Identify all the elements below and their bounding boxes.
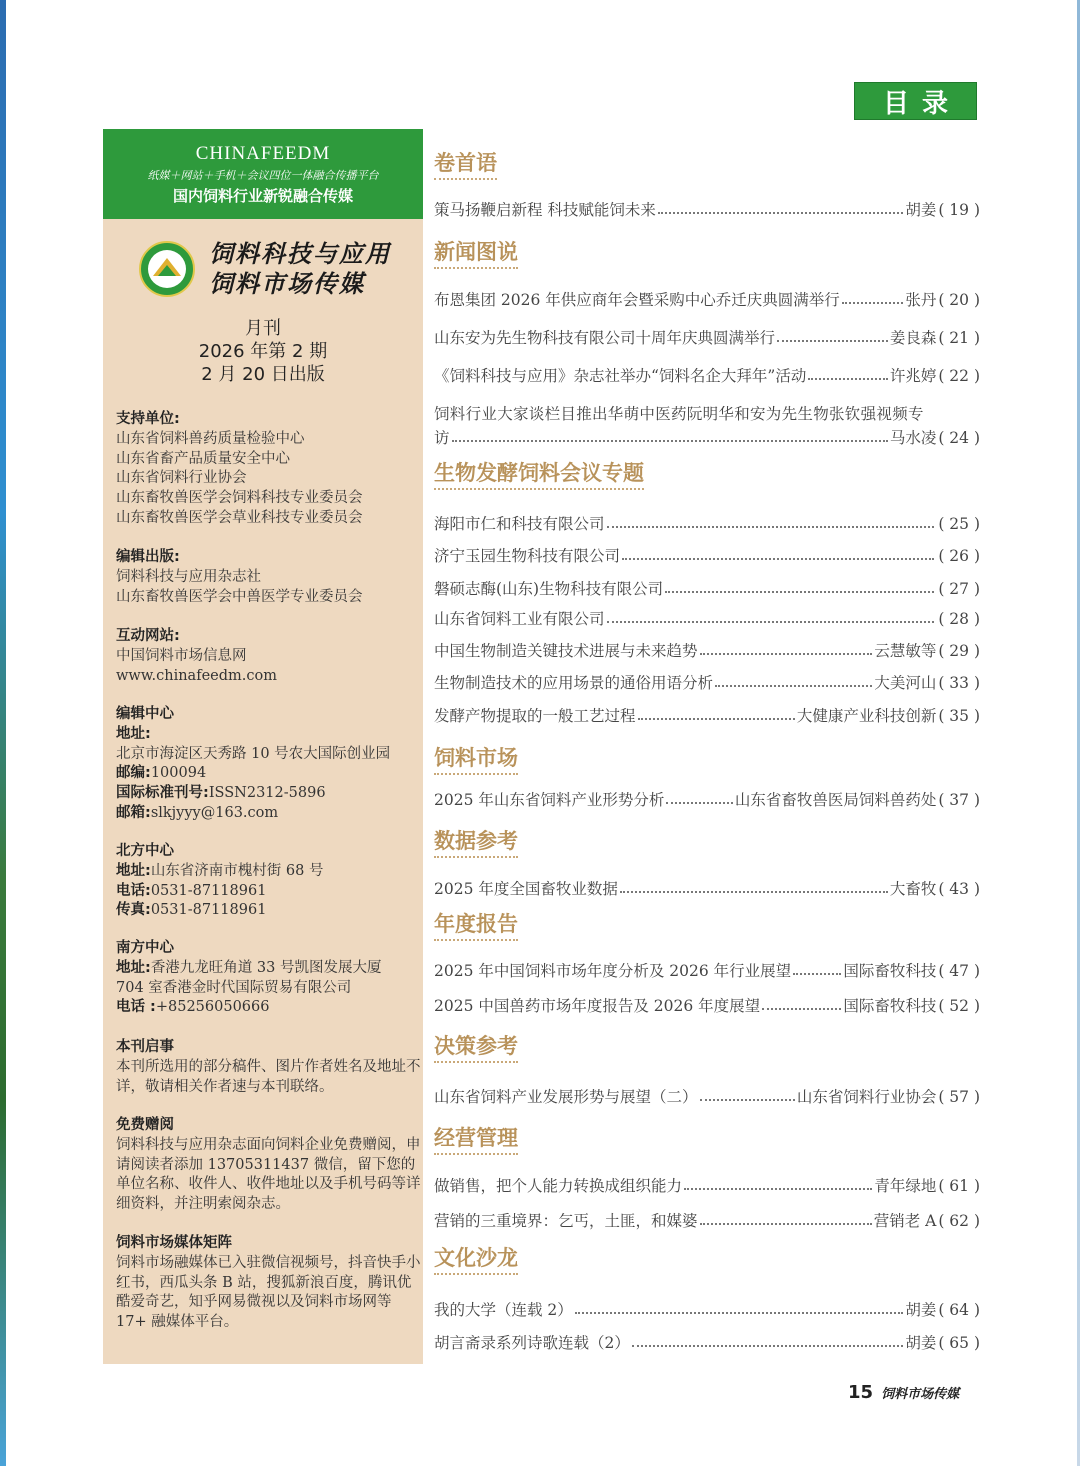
toc-section: [434, 745, 518, 775]
toc-section: [434, 1245, 518, 1275]
editorial-center: [116, 705, 421, 824]
center-label: 编辑中心: [116, 706, 174, 722]
leader-dots: [793, 973, 841, 975]
leader-dots: [700, 1223, 872, 1225]
entry-author: 大畜牧: [889, 880, 937, 898]
entry-title: 我的大学（连载 2）: [434, 1301, 573, 1319]
interactive-website: [116, 627, 421, 686]
leader-dots: [632, 1345, 903, 1347]
entry-page: ( 25 ): [938, 515, 980, 533]
entry-page: ( 62 ): [938, 1212, 980, 1230]
section-title: 卷首语: [434, 150, 497, 180]
north-addr-label: 地址:: [116, 862, 151, 879]
free-text: 饲料科技与应用杂志面向饲料企业免费赠阅，申请阅读者添加 13705311437 微信，留下您的单位名称、收件人、收件地址以及手机号码等详细资料，并注明索阅杂志。: [116, 1136, 421, 1213]
south-addr-label: 地址:: [116, 959, 151, 976]
south-address-line1: 香港九龙旺角道 33 号凯图发展大厦: [150, 959, 382, 976]
section-title: 饲料市场: [434, 745, 518, 775]
masthead-column: [103, 129, 423, 1364]
center-postcode: 100094: [150, 765, 207, 782]
entry-author: 马水凌: [889, 429, 937, 447]
matrix-text: 饲料市场融媒体已入驻微信视频号，抖音快手小红书，西瓜头条 B 站，搜狐新浪百度，腾讯优酷爱奇艺，知乎网易微视以及饲料市场网等 17+ 融媒体平台。: [116, 1254, 421, 1331]
support-unit: 山东畜牧兽医学会草业科技专业委员会: [116, 509, 363, 526]
leader-dots: [684, 1188, 872, 1190]
support-unit: 山东省饲料兽药质量检验中心: [116, 430, 305, 447]
toc-entry[interactable]: [434, 994, 980, 1018]
toc-entry[interactable]: [434, 544, 980, 568]
entry-page: ( 27 ): [938, 580, 980, 598]
matrix-label: 饲料市场媒体矩阵: [116, 1235, 232, 1251]
web-name: 中国饲料市场信息网: [116, 647, 247, 664]
issue-date: 2 月 20 日出版: [201, 364, 325, 385]
entry-title: 胡言斋录系列诗歌连载（2）: [434, 1334, 630, 1352]
toc-section: [434, 150, 497, 180]
section-title: 数据参考: [434, 828, 518, 858]
leader-dots: [808, 378, 887, 380]
entry-page: ( 19 ): [938, 201, 980, 219]
entry-author: 大健康产业科技创新: [796, 707, 937, 725]
support-unit: 山东畜牧兽医学会饲料科技专业委员会: [116, 490, 363, 507]
entry-author: 国际畜牧科技: [843, 962, 937, 980]
toc-entry[interactable]: [434, 788, 980, 812]
support-unit: 山东省畜产品质量安全中心: [116, 450, 290, 467]
north-label: 北方中心: [116, 843, 174, 859]
brand-tagline: 国内饲料行业新锐融合传媒: [172, 187, 353, 205]
free-subscription-block: [116, 1116, 421, 1215]
entry-page: ( 20 ): [938, 291, 980, 309]
leader-dots: [620, 891, 888, 893]
toc-entry[interactable]: [434, 1331, 980, 1355]
south-label: 南方中心: [116, 940, 174, 956]
north-fax-label: 传真:: [116, 902, 151, 919]
entry-title: 海阳市仁和科技有限公司: [434, 515, 605, 533]
entry-title: 2025 年中国饲料市场年度分析及 2026 年行业展望: [434, 962, 792, 980]
leader-dots: [607, 621, 935, 623]
leader-dots: [607, 526, 935, 528]
toc-entry[interactable]: [434, 877, 980, 901]
toc-entry[interactable]: [434, 326, 980, 350]
toc-entry[interactable]: [434, 1209, 980, 1233]
editor-unit: 山东畜牧兽医学会中兽医学专业委员会: [116, 588, 363, 605]
toc-section: [434, 1125, 518, 1155]
page-number: 15: [848, 1382, 874, 1403]
entry-page: ( 35 ): [938, 707, 980, 725]
south-tel-label: 电话 :: [116, 999, 156, 1016]
entry-page: ( 64 ): [938, 1301, 980, 1319]
south-center: [116, 939, 421, 1018]
north-address: 山东省济南市槐村街 68 号: [150, 862, 324, 879]
support-unit: 山东省饲料行业协会: [116, 470, 247, 487]
brand-name: CHINAFEEDM: [195, 143, 331, 164]
entry-page: ( 26 ): [938, 547, 980, 565]
entry-page: ( 37 ): [938, 791, 980, 809]
media-matrix-block: [116, 1234, 421, 1333]
editor-label: 编辑出版:: [116, 549, 180, 565]
toc-section: [434, 460, 644, 490]
entry-page: ( 47 ): [938, 962, 980, 980]
issue-info: [103, 317, 423, 386]
leader-dots: [622, 558, 934, 560]
leader-dots: [658, 212, 903, 214]
entry-title: 磐硕志酶(山东)生物科技有限公司: [434, 580, 664, 598]
magazine-title-line2: 饲料市场传媒: [209, 269, 365, 298]
north-phone: 0531-87118961: [150, 882, 267, 899]
brand-slogan: 纸媒＋网站＋手机＋会议四位一体融合传播平台: [147, 169, 379, 182]
entry-author: 山东省饲料行业协会: [796, 1088, 937, 1106]
north-center: [116, 842, 421, 921]
entry-author: 许兆婷: [889, 367, 937, 385]
toc-entry[interactable]: [434, 607, 980, 631]
section-title: 生物发酵饲料会议专题: [434, 460, 644, 490]
issue-number: 2026 年第 2 期: [198, 341, 328, 362]
section-title: 年度报告: [434, 911, 518, 941]
toc-section: [434, 828, 518, 858]
entry-page: ( 22 ): [938, 367, 980, 385]
entry-page: ( 57 ): [938, 1088, 980, 1106]
entry-author: 青年绿地: [874, 1177, 937, 1195]
notice-label: 本刊启事: [116, 1039, 174, 1055]
toc-entry[interactable]: [434, 288, 980, 312]
section-title: 文化沙龙: [434, 1245, 518, 1275]
leader-dots: [715, 685, 872, 687]
entry-title: 中国生物制造关键技术进展与未来趋势: [434, 642, 698, 660]
magazine-title-line1: 饲料科技与应用: [209, 239, 391, 268]
entry-title: 济宁玉园生物科技有限公司: [434, 547, 621, 565]
center-post-label: 邮编:: [116, 765, 151, 782]
editor-unit: 饲料科技与应用杂志社: [116, 568, 261, 585]
center-email: slkjyyy@163.com: [150, 804, 279, 821]
magazine-title: [209, 239, 399, 299]
center-mail-label: 邮箱:: [116, 804, 151, 821]
notice-block: [116, 1038, 421, 1097]
entry-page: ( 24 ): [938, 429, 980, 447]
support-units: [116, 410, 421, 529]
toc-entry[interactable]: [434, 959, 980, 983]
web-label: 互动网站:: [116, 628, 180, 644]
entry-title: 策马扬鞭启新程 科技赋能饲未来: [434, 201, 656, 219]
entry-page: ( 61 ): [938, 1177, 980, 1195]
toc-title-char-1: 目: [883, 88, 910, 119]
leader-dots: [842, 302, 904, 304]
entry-title: 山东省饲料产业发展形势与展望（二）: [434, 1088, 698, 1106]
toc-entry[interactable]: [434, 198, 980, 222]
entry-author: 大美河山: [874, 674, 937, 692]
leader-dots: [700, 1099, 795, 1101]
entry-author: 胡姜: [905, 1334, 937, 1352]
toc-entry[interactable]: [434, 671, 980, 695]
entry-title: 2025 年山东省饲料产业形势分析: [434, 791, 665, 809]
entry-author: 姜良森: [889, 329, 937, 347]
page-footer: [848, 1382, 959, 1403]
entry-title: 做销售，把个人能力转换成组织能力: [434, 1177, 683, 1195]
entry-page: ( 52 ): [938, 997, 980, 1015]
center-address: 北京市海淀区天秀路 10 号农大国际创业园: [116, 745, 391, 762]
entry-page: ( 28 ): [938, 610, 980, 628]
north-tel-label: 电话:: [116, 882, 151, 899]
leader-dots: [665, 591, 934, 593]
entry-title: 2025 年度全国畜牧业数据: [434, 880, 618, 898]
center-issn-label: 国际标准刊号:: [116, 785, 209, 802]
toc-section: [434, 911, 518, 941]
toc-entry[interactable]: [434, 512, 980, 536]
notice-text: 本刊所选用的部分稿件、图片作者姓名及地址不详，敬请相关作者速与本刊联络。: [116, 1058, 421, 1095]
entry-author: 山东省畜牧兽医局饲料兽药处: [734, 791, 937, 809]
entry-title: 山东省饲料工业有限公司: [434, 610, 605, 628]
left-edge-decoration: [0, 0, 6, 1466]
entry-title: 2025 中国兽药市场年度报告及 2026 年度展望: [434, 997, 761, 1015]
entry-title-cont: 访: [434, 429, 450, 447]
entry-title: 营销的三重境界：乞丐，土匪，和媒婆: [434, 1212, 698, 1230]
toc-title-char-2: 录: [921, 88, 948, 119]
section-title: 决策参考: [434, 1033, 518, 1063]
north-fax: 0531-87118961: [150, 902, 267, 919]
entry-page: ( 29 ): [938, 642, 980, 660]
entry-author: 云慧敏等: [874, 642, 937, 660]
entry-page: ( 33 ): [938, 674, 980, 692]
footer-publication-name: 饲料市场传媒: [881, 1387, 960, 1402]
toc-entry[interactable]: [434, 364, 980, 388]
masthead-header: [103, 129, 423, 219]
leader-dots: [575, 1312, 904, 1314]
entry-author: 营销老 A: [873, 1212, 937, 1230]
center-issn: ISSN2312-5896: [208, 785, 326, 802]
toc-entry[interactable]: [434, 402, 980, 450]
entry-author: 国际畜牧科技: [843, 997, 937, 1015]
entry-title: 《饲料科技与应用》杂志社举办“饲料名企大拜年”活动: [434, 367, 807, 385]
web-url: www.chinafeedm.com: [116, 667, 277, 684]
entry-title: 发酵产物提取的一般工艺过程: [434, 707, 636, 725]
issue-frequency: 月刊: [245, 318, 281, 339]
section-title: 新闻图说: [434, 239, 518, 269]
toc-entry[interactable]: [434, 1174, 980, 1198]
south-phone: +85256050666: [155, 999, 270, 1016]
toc-section: [434, 239, 518, 269]
center-addr-label: 地址:: [116, 725, 151, 742]
toc-entry[interactable]: [434, 577, 980, 601]
magazine-logo-icon: [139, 241, 195, 297]
leader-dots: [762, 1008, 841, 1010]
leader-dots: [700, 653, 873, 655]
section-title: 经营管理: [434, 1125, 518, 1155]
entry-author: 胡姜: [905, 201, 937, 219]
entry-title: 饲料行业大家谈栏目推出华萌中医药阮明华和安为先生物张钦强视频专: [434, 405, 924, 423]
toc-entry[interactable]: [434, 1085, 980, 1109]
entry-page: ( 65 ): [938, 1334, 980, 1352]
entry-page: ( 21 ): [938, 329, 980, 347]
toc-entry[interactable]: [434, 704, 980, 728]
logo-row: [139, 239, 399, 303]
entry-title: 山东安为先生物科技有限公司十周年庆典圆满举行: [434, 329, 776, 347]
south-address-line2: 704 室香港金时代国际贸易有限公司: [116, 979, 352, 996]
toc-entry[interactable]: [434, 1298, 980, 1322]
leader-dots: [777, 340, 888, 342]
editor-publisher: [116, 548, 421, 607]
entry-author: 胡姜: [905, 1301, 937, 1319]
leader-dots: [666, 802, 732, 804]
toc-entry[interactable]: [434, 639, 980, 663]
entry-author: 张丹: [905, 291, 937, 309]
support-label: 支持单位:: [116, 411, 180, 427]
leader-dots: [452, 440, 888, 442]
entry-title: 布恩集团 2026 年供应商年会暨采购中心乔迁庆典圆满举行: [434, 291, 840, 309]
leader-dots: [638, 718, 795, 720]
toc-section: [434, 1033, 518, 1063]
entry-title: 生物制造技术的应用场景的通俗用语分析: [434, 674, 714, 692]
free-label: 免费赠阅: [116, 1117, 174, 1133]
entry-page: ( 43 ): [938, 880, 980, 898]
toc-title-badge: [854, 82, 977, 120]
